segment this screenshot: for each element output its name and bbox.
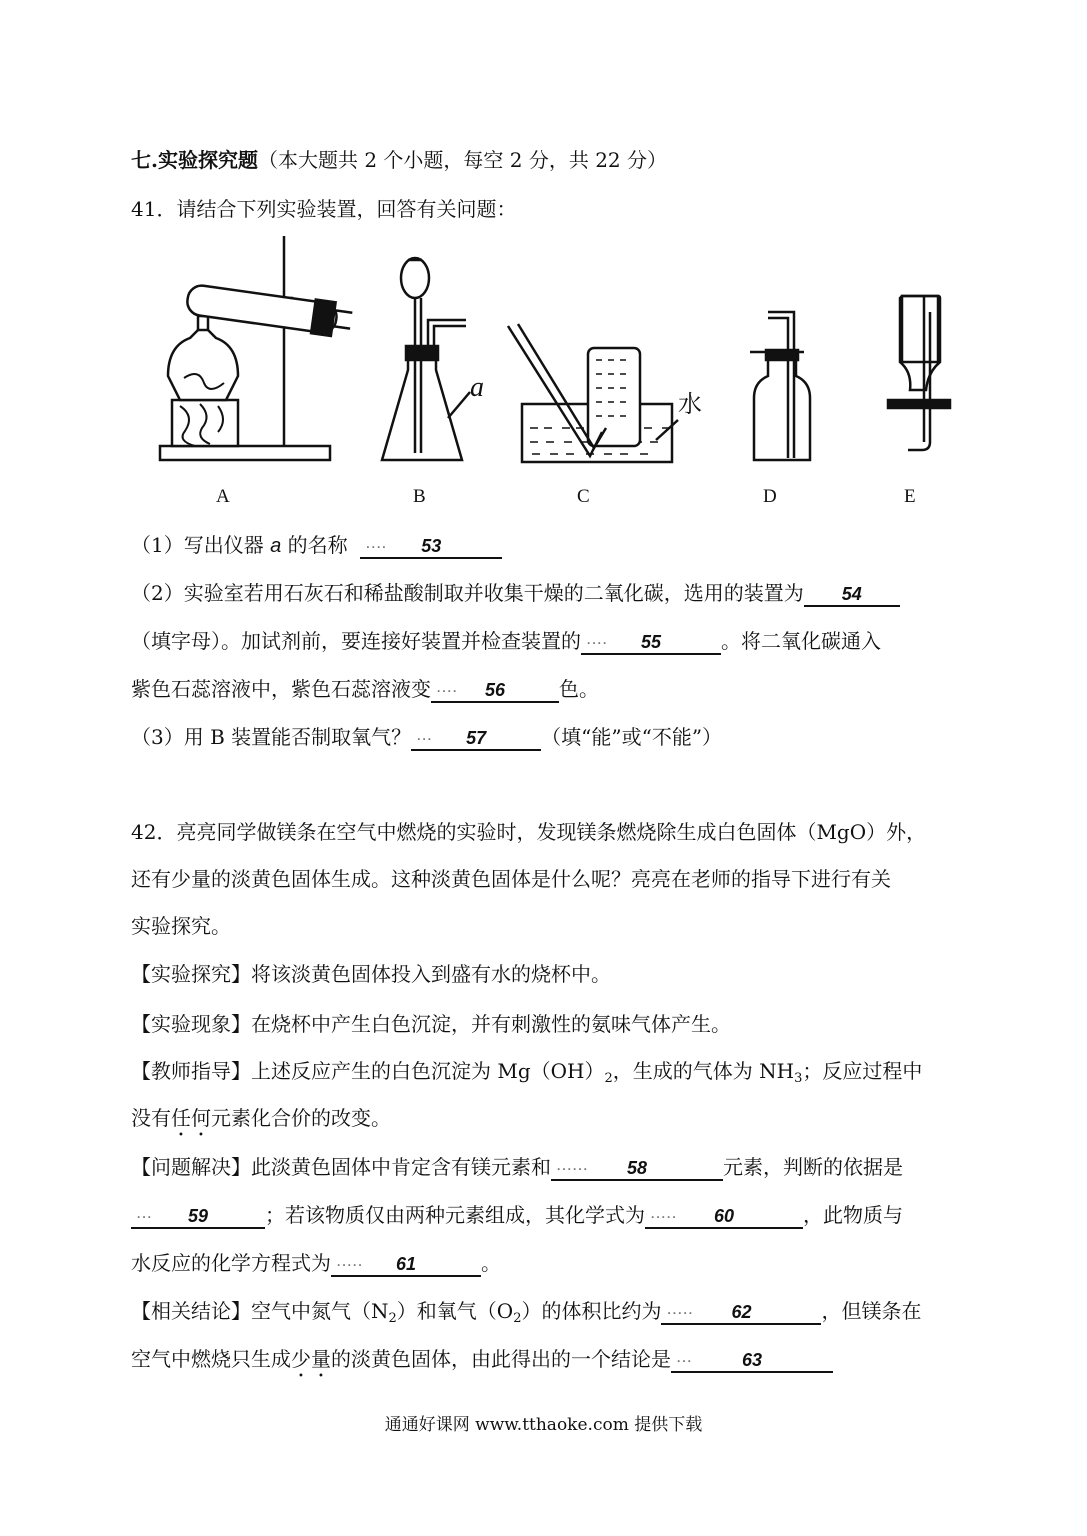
answer-blank-53[interactable]: .... 53 (360, 535, 502, 559)
section-header (131, 148, 667, 172)
q42-teacher-line2: 没有任何元素化合价的改变。 (131, 1106, 391, 1130)
solve-l2-post: ，此物质与 (803, 1203, 903, 1227)
phenomenon-text: 在烧杯中产生白色沉淀，并有刺激性的氨味气体产生。 (251, 1012, 731, 1036)
answer-blank-63[interactable]: ... 63 (671, 1349, 833, 1373)
solve-text: 此淡黄色固体中肯定含有镁元素和 (251, 1155, 551, 1179)
label-c: C (577, 486, 590, 507)
q41-stem: 41．请结合下列实验装置，回答有关问题： (131, 197, 517, 221)
q41-p1-post: 的名称 (287, 533, 348, 557)
solve-l2-mid: ；若该物质仅由两种元素组成，其化学式为 (265, 1203, 645, 1227)
answer-blank-60[interactable]: ..... 60 (645, 1205, 803, 1229)
explore-tag: 【实验探究】 (131, 962, 251, 986)
apparatus-b (382, 258, 484, 460)
marker-water: 水 (678, 390, 702, 418)
q41-p3-text: （3）用 B 装置能否制取氧气？ (131, 725, 412, 749)
q42-phenomenon (131, 1012, 731, 1036)
conclusion-post: ，但镁条在 (821, 1299, 922, 1323)
q41-part2-line2 (131, 629, 881, 655)
q42-conclusion-line2: 空气中燃烧只生成少量的淡黄色固体，由此得出的一个结论是 ... 63 (131, 1347, 833, 1382)
q42-conclusion: 【相关结论】空气中氮气$(N_2)$和氧气$(O_2)$的体积比约为 ..... 62 ，但镁条在 (131, 1299, 922, 1326)
marker-a: a (470, 372, 484, 403)
solve-l3-pre: 水反应的化学方程式为 (131, 1251, 331, 1275)
answer-blank-58[interactable]: ...... 58 (551, 1157, 723, 1181)
phenomenon-tag: 【实验现象】 (131, 1012, 251, 1036)
q42-solve (131, 1155, 903, 1181)
answer-blank-55[interactable]: .... 55 (581, 631, 721, 655)
q42-explore (131, 962, 611, 986)
answer-blank-62[interactable]: ..... 62 (661, 1301, 821, 1325)
q42-solve-line2 (131, 1203, 903, 1229)
section-title: 七.实验探究题 (131, 148, 258, 172)
apparatus-c (508, 324, 702, 462)
q42-line2: 还有少量的淡黄色固体生成。这种淡黄色固体是什么呢？亮亮在老师的指导下进行有关 (131, 867, 891, 891)
teacher-tag: 【教师指导】 (131, 1059, 251, 1083)
explore-text: 将该淡黄色固体投入到盛有水的烧杯中。 (251, 962, 611, 986)
label-d: D (763, 486, 777, 507)
apparatus-a (160, 236, 353, 460)
q41-p2-text: （2）实验室若用石灰石和稀盐酸制取并收集干燥的二氧化碳，选用的装置为 (131, 581, 804, 605)
solve-l3-post: 。 (481, 1251, 501, 1275)
emphasis-renhe: 任何 (171, 1106, 211, 1130)
q41-p2-l2-post: 。将二氧化碳通入 (721, 629, 881, 653)
answer-blank-54[interactable]: 54 (804, 583, 900, 607)
apparatus-d (750, 312, 810, 460)
q41-part1 (131, 533, 502, 559)
conclusion-tag: 【相关结论】 (131, 1299, 251, 1323)
q41-p2-l2-text: （填字母）。加试剂前，要连接好装置并检查装置的 (131, 629, 581, 653)
label-e: E (904, 486, 916, 507)
answer-blank-59[interactable]: ... 59 (131, 1205, 265, 1229)
apparatus-figure (140, 228, 970, 478)
solve-tag: 【问题解决】 (131, 1155, 251, 1179)
q41-p2-l3-text: 紫色石蕊溶液中，紫色石蕊溶液变 (131, 677, 431, 701)
answer-blank-61[interactable]: ..... 61 (331, 1253, 481, 1277)
teacher-text-1: 上述反应产生的白色沉淀为 Mg（OH） (251, 1059, 605, 1083)
answer-blank-56[interactable]: .... 56 (431, 679, 559, 703)
teacher-text-3: ；反应过程中 (802, 1059, 923, 1083)
apparatus-e (888, 296, 950, 450)
page-footer: 通通好课网 www.tthaoke.com 提供下载 (384, 1415, 703, 1435)
teacher-text-2: ，生成的气体为 NH (612, 1059, 795, 1083)
q42-teacher: 【教师指导】上述反应产生的白色沉淀为 $Mg(OH)_2$，生成的气体为 $NH_3$；反应过程中 (131, 1059, 923, 1086)
q41-p1-text: （1）写出仪器 (131, 533, 264, 557)
q41-p2-l3-post: 色。 (559, 677, 599, 701)
q42-line1: 42．亮亮同学做镁条在空气中燃烧的实验时，发现镁条燃烧除生成白色固体（MgO）外， (131, 820, 927, 844)
emphasis-shaoliang: 少量 (291, 1347, 331, 1371)
q41-p3-post: （填“能”或“不能”） (541, 725, 723, 749)
q41-part2-line3 (131, 677, 599, 703)
q41-p1-a: a (270, 535, 282, 557)
q41-part3 (131, 725, 722, 751)
label-a: A (216, 486, 230, 507)
solve-post: 元素，判断的依据是 (723, 1155, 903, 1179)
label-b: B (413, 486, 426, 507)
q41-part2 (131, 581, 900, 607)
answer-blank-57[interactable]: ... 57 (411, 727, 541, 751)
section-note: （本大题共 2 个小题，每空 2 分，共 22 分） (257, 148, 668, 172)
q42-line3: 实验探究。 (131, 914, 231, 938)
q42-solve-line3 (131, 1251, 501, 1277)
